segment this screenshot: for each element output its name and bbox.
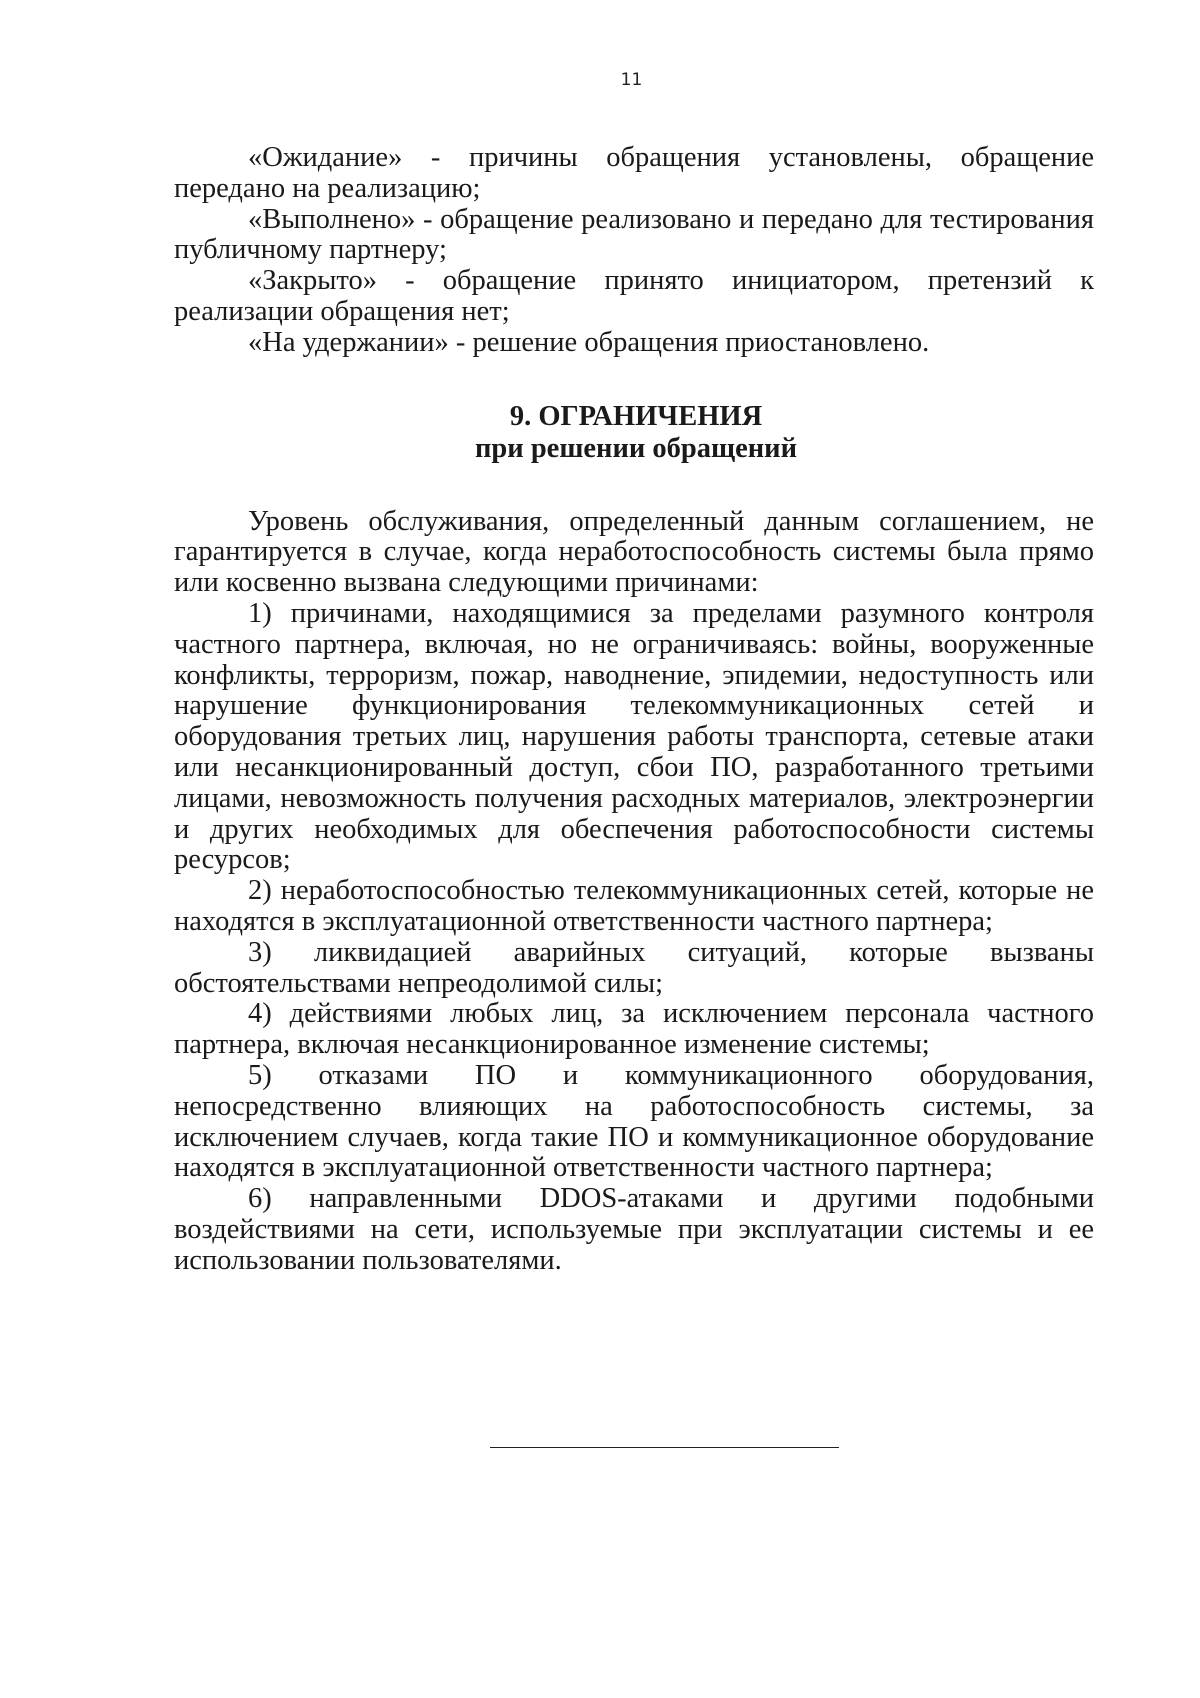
status-item-waiting: «Ожидание» - причины обращения установлены, обращение передано на реализацию; [174, 142, 1094, 204]
limitation-item-2: 2) неработоспособностью телекоммуникационных сетей, которые не находятся в эксплуатационной ответственности частного партнера; [174, 875, 1094, 937]
document-body [174, 143, 1094, 1277]
limitation-item-6: 6) направленными DDOS-атаками и другими подобными воздействиями на сети, используемые при эксплуатации системы и ее использовании пользователями. [174, 1183, 1094, 1276]
section-intro: Уровень обслуживания, определенный данным соглашением, не гарантируется в случае, когда неработоспособность системы была прямо или косвенно вызвана следующими причинами: [174, 505, 1094, 599]
end-divider-line [490, 1447, 839, 1448]
page-number: 11 [620, 70, 643, 90]
limitation-item-1: 1) причинами, находящимися за пределами разумного контроля частного партнера, включая, но не ограничиваясь: войны, вооруженные конфликты, терроризм, пожар, наводнение, эпидемии, недоступность или нарушение функционирования телекоммуникационных сетей и оборудования третьих лиц, нарушения работы транспорта, сетевые атаки или несанкционированный доступ, сбои ПО, разработанного третьими лицами, невозможность получения расходных материалов, электроэнергии и других необходимых для обеспечения работоспособности системы ресурсов; [174, 597, 1094, 876]
status-item-done: «Выполнено» - обращение реализовано и передано для тестирования публичному партнеру; [174, 203, 1094, 266]
limitation-item-3: 3) ликвидацией аварийных ситуаций, которые вызваны обстоятельствами непреодолимой силы; [174, 936, 1094, 999]
status-item-on-hold: «На удержании» - решение обращения приостановлено. [248, 326, 930, 358]
section-title: 9. ОГРАНИЧЕНИЯ [509, 400, 763, 432]
limitation-item-5: 5) отказами ПО и коммуникационного оборудования, непосредственно влияющих на работоспособность системы, за исключением случаев, когда такие ПО и коммуникационное оборудование находятся в эксплуатационной ответственности частного партнера; [174, 1059, 1094, 1184]
section-subtitle: при решении обращений [475, 432, 797, 464]
limitation-item-4: 4) действиями любых лиц, за исключением персонала частного партнера, включая несанкционированное изменение системы; [174, 998, 1094, 1061]
status-item-closed: «Закрыто» - обращение принято инициатором, претензий к реализации обращения нет; [174, 265, 1094, 327]
